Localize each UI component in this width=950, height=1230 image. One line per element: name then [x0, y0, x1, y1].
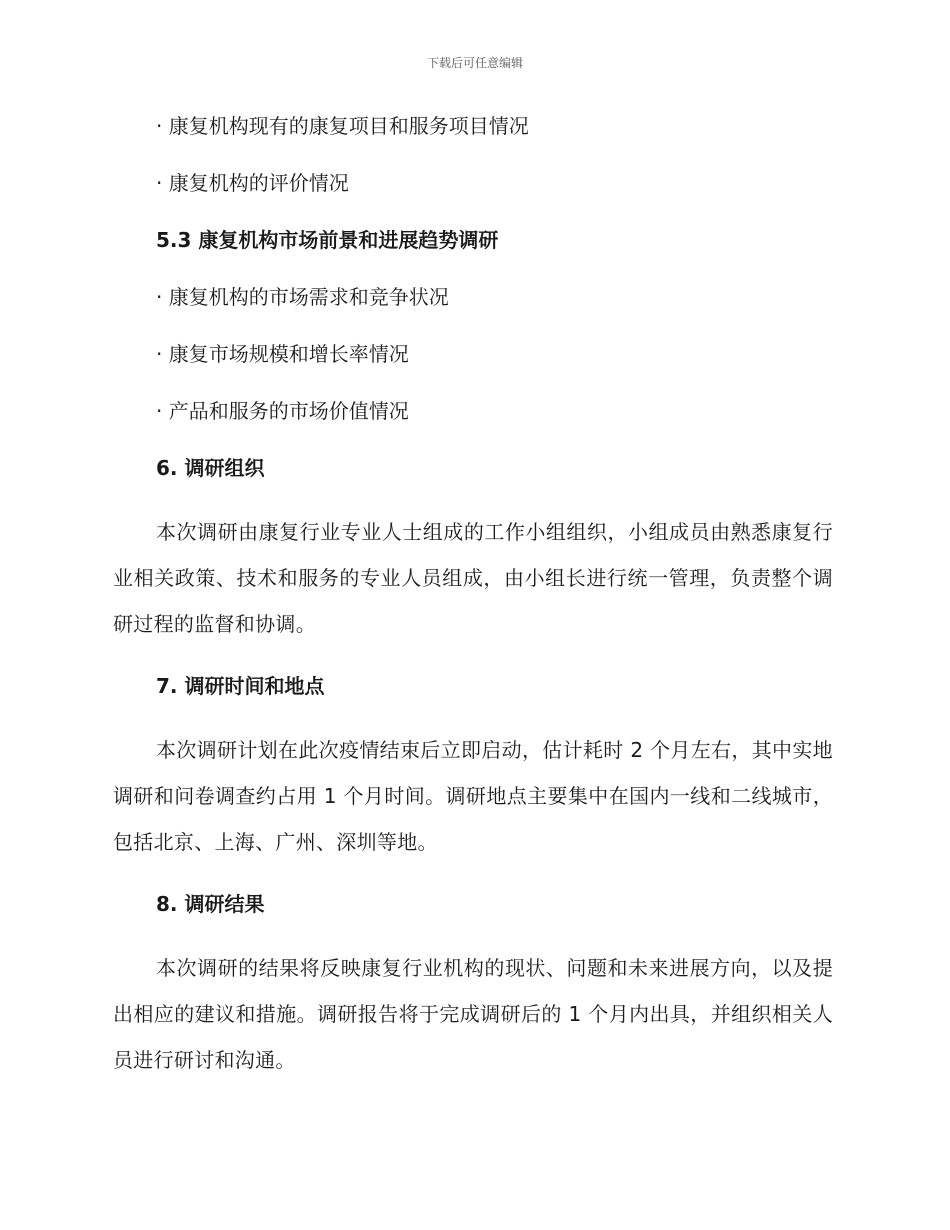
bullet-item-market-scale: · 康复市场规模和增长率情况	[156, 342, 409, 366]
bullet-item-evaluation: · 康复机构的评价情况	[156, 171, 349, 195]
bullet-item-rehab-projects: · 康复机构现有的康复项目和服务项目情况	[156, 114, 529, 138]
bullet-item-market-demand: · 康复机构的市场需求和竞争状况	[156, 285, 449, 309]
paragraph-organization: 本次调研由康复行业专业人士组成的工作小组组织，小组成员由熟悉康复行业相关政策、技术和服务的专业人员组成，由小组长进行统一管理，负责整个调研过程的监督和协调。	[113, 520, 833, 636]
section-heading-5-3: 5.3 康复机构市场前景和进展趋势调研	[156, 228, 499, 252]
document-body	[113, 110, 833, 1106]
paragraph-time-location: 本次调研计划在此次疫情结束后立即启动，估计耗时 2 个月左右，其中实地调研和问卷调查约占用 1 个月时间。调研地点主要集中在国内一线和二线城市，包括北京、上海、广州、深圳等地。	[113, 738, 833, 854]
section-heading-7: 7. 调研时间和地点	[156, 674, 325, 698]
section-heading-6: 6. 调研组织	[156, 456, 265, 480]
paragraph-results: 本次调研的结果将反映康复行业机构的现状、问题和未来进展方向，以及提出相应的建议和措施。调研报告将于完成调研后的 1 个月内出具，并组织相关人员进行研讨和沟通。	[113, 956, 833, 1072]
header-note: 下载后可任意编辑	[426, 56, 523, 70]
section-heading-8: 8. 调研结果	[156, 892, 265, 916]
bullet-item-market-value: · 产品和服务的市场价值情况	[156, 399, 409, 423]
